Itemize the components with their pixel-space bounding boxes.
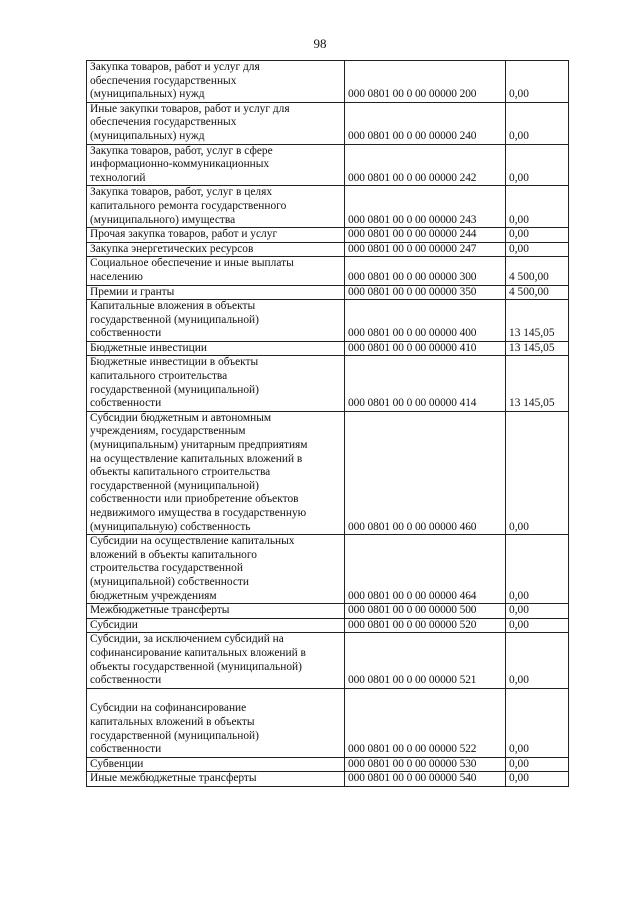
table-row xyxy=(87,535,569,604)
classification-code-cell: 000 0801 00 0 00 00000 460 xyxy=(345,411,506,534)
table-row xyxy=(87,633,569,688)
expense-name-cell: Субсидии на софинансирование капитальных вложений в объекты государственной (муниципальной) собственности xyxy=(87,688,345,757)
classification-code-cell: 000 0801 00 0 00 00000 522 xyxy=(345,688,506,757)
table-row xyxy=(87,186,569,228)
classification-code-cell: 000 0801 00 0 00 00000 464 xyxy=(345,535,506,604)
budget-table xyxy=(86,60,569,787)
classification-code-cell: 000 0801 00 0 00 00000 350 xyxy=(345,285,506,300)
table-row xyxy=(87,300,569,342)
amount-cell: 13 145,05 xyxy=(506,300,569,342)
classification-code-cell: 000 0801 00 0 00 00000 242 xyxy=(345,144,506,186)
classification-code-cell: 000 0801 00 0 00 00000 540 xyxy=(345,772,506,787)
amount-cell: 0,00 xyxy=(506,604,569,619)
expense-name-cell: Субсидии, за исключением субсидий на софинансирование капитальных вложений в объекты государственной (муниципальной) собственности xyxy=(87,633,345,688)
amount-cell: 0,00 xyxy=(506,772,569,787)
expense-name-cell: Межбюджетные трансферты xyxy=(87,604,345,619)
classification-code-cell: 000 0801 00 0 00 00000 520 xyxy=(345,618,506,633)
amount-cell: 4 500,00 xyxy=(506,285,569,300)
classification-code-cell: 000 0801 00 0 00 00000 400 xyxy=(345,300,506,342)
amount-cell: 13 145,05 xyxy=(506,341,569,356)
classification-code-cell: 000 0801 00 0 00 00000 500 xyxy=(345,604,506,619)
amount-cell: 0,00 xyxy=(506,102,569,144)
table-row xyxy=(87,228,569,243)
expense-name-cell: Иные закупки товаров, работ и услуг для обеспечения государственных (муниципальных) нужд xyxy=(87,102,345,144)
expense-name-cell: Субсидии на осуществление капитальных вложений в объекты капитального строительства государственной (муниципальной) собственности бюджетным учреждениям xyxy=(87,535,345,604)
amount-cell: 0,00 xyxy=(506,186,569,228)
amount-cell: 0,00 xyxy=(506,411,569,534)
table-row xyxy=(87,618,569,633)
amount-cell: 0,00 xyxy=(506,61,569,103)
expense-name-cell: Закупка товаров, работ, услуг в сфере информационно-коммуникационных технологий xyxy=(87,144,345,186)
amount-cell: 0,00 xyxy=(506,535,569,604)
amount-cell: 0,00 xyxy=(506,144,569,186)
amount-cell: 0,00 xyxy=(506,618,569,633)
table-row xyxy=(87,242,569,257)
amount-cell: 0,00 xyxy=(506,228,569,243)
amount-cell: 13 145,05 xyxy=(506,356,569,411)
expense-name-cell: Закупка энергетических ресурсов xyxy=(87,242,345,257)
table-row xyxy=(87,604,569,619)
classification-code-cell: 000 0801 00 0 00 00000 521 xyxy=(345,633,506,688)
classification-code-cell: 000 0801 00 0 00 00000 530 xyxy=(345,757,506,772)
expense-name-cell: Субвенции xyxy=(87,757,345,772)
classification-code-cell: 000 0801 00 0 00 00000 414 xyxy=(345,356,506,411)
expense-name-cell: Премии и гранты xyxy=(87,285,345,300)
table-row xyxy=(87,285,569,300)
classification-code-cell: 000 0801 00 0 00 00000 243 xyxy=(345,186,506,228)
expense-name-cell: Субсидии xyxy=(87,618,345,633)
budget-table-body xyxy=(87,61,569,787)
classification-code-cell: 000 0801 00 0 00 00000 200 xyxy=(345,61,506,103)
classification-code-cell: 000 0801 00 0 00 00000 410 xyxy=(345,341,506,356)
table-row xyxy=(87,61,569,103)
amount-cell: 0,00 xyxy=(506,242,569,257)
expense-name-cell: Субсидии бюджетным и автономным учреждениям, государственным (муниципальным) унитарным предприятиям на осуществление капитальных вложений в объекты капитального строительства государственной (муниципальной) собственности или приобретение объектов недвижимого имущества в государственную (муниципальную) собственность xyxy=(87,411,345,534)
expense-name-cell: Социальное обеспечение и иные выплаты населению xyxy=(87,257,345,285)
page-number: 98 xyxy=(313,36,327,51)
amount-cell: 4 500,00 xyxy=(506,257,569,285)
table-row xyxy=(87,688,569,757)
expense-name-cell: Закупка товаров, работ и услуг для обеспечения государственных (муниципальных) нужд xyxy=(87,61,345,103)
expense-name-cell: Прочая закупка товаров, работ и услуг xyxy=(87,228,345,243)
table-row xyxy=(87,411,569,534)
classification-code-cell: 000 0801 00 0 00 00000 247 xyxy=(345,242,506,257)
expense-name-cell: Капитальные вложения в объекты государственной (муниципальной) собственности xyxy=(87,300,345,342)
table-row xyxy=(87,772,569,787)
classification-code-cell: 000 0801 00 0 00 00000 240 xyxy=(345,102,506,144)
amount-cell: 0,00 xyxy=(506,633,569,688)
table-row xyxy=(87,341,569,356)
table-row xyxy=(87,356,569,411)
expense-name-cell: Иные межбюджетные трансферты xyxy=(87,772,345,787)
table-row xyxy=(87,757,569,772)
table-row xyxy=(87,102,569,144)
amount-cell: 0,00 xyxy=(506,688,569,757)
table-row xyxy=(87,257,569,285)
expense-name-cell: Закупка товаров, работ, услуг в целях капитального ремонта государственного (муниципального) имущества xyxy=(87,186,345,228)
table-row xyxy=(87,144,569,186)
classification-code-cell: 000 0801 00 0 00 00000 244 xyxy=(345,228,506,243)
expense-name-cell: Бюджетные инвестиции в объекты капитального строительства государственной (муниципальной) собственности xyxy=(87,356,345,411)
expense-name-cell: Бюджетные инвестиции xyxy=(87,341,345,356)
amount-cell: 0,00 xyxy=(506,757,569,772)
classification-code-cell: 000 0801 00 0 00 00000 300 xyxy=(345,257,506,285)
